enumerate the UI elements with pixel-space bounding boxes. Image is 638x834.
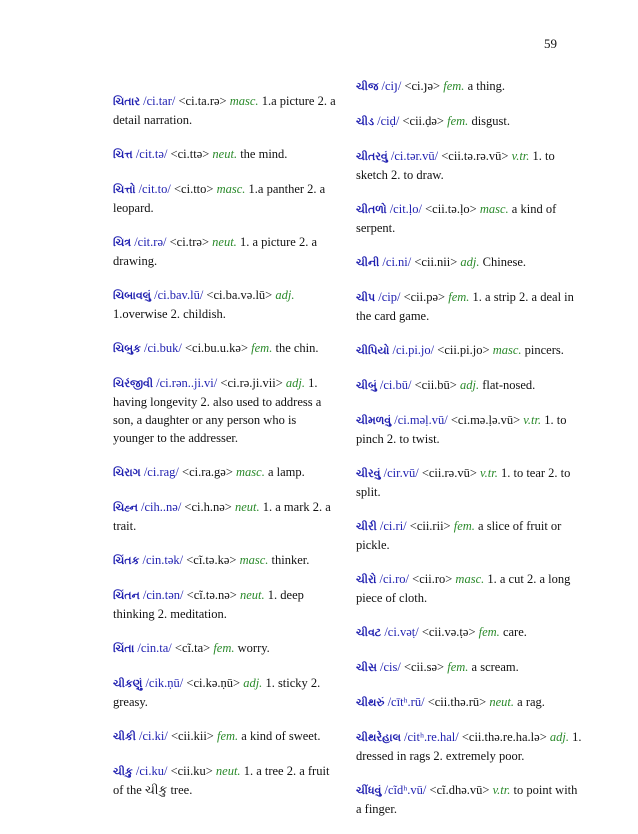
entry-transliteration: /cis/ [379, 660, 401, 674]
dictionary-entry [113, 286, 339, 323]
entry-pronunciation: <cii.tə.ḷo> [425, 202, 477, 216]
entry-transliteration: /cit.rə/ [134, 235, 167, 249]
entry-headword: ચીબું [356, 380, 377, 392]
entry-headword: ચીથરું [356, 697, 385, 709]
entry-pronunciation: <ci.h.nə> [184, 500, 232, 514]
entry-transliteration: /ci.buk/ [144, 341, 182, 355]
entry-grammar: masc. [479, 202, 509, 216]
entry-pronunciation: <cii.ḍə> [402, 114, 444, 128]
dictionary-entry [113, 674, 339, 711]
entry-transliteration: /cĩdʰ.vū/ [384, 783, 427, 797]
entry-definition: Chinese. [482, 255, 527, 269]
entry-grammar: fem. [213, 641, 235, 655]
entry-pronunciation: <cii.thə.rū> [427, 695, 487, 709]
entry-headword: ચીપ [356, 292, 376, 304]
entry-definition: 1. a picture 2. a drawing. [113, 235, 317, 268]
entry-headword: ચીતરવું [356, 151, 388, 163]
entry-headword: ચીવટ [356, 627, 382, 639]
entry-grammar: adj. [285, 376, 305, 390]
entry-headword: ચીંધવું [356, 785, 382, 797]
entry-transliteration: /ci.vəṭ/ [384, 625, 419, 639]
entry-grammar: v.tr. [523, 413, 542, 427]
entry-pronunciation: <cĩ.ta> [174, 641, 211, 655]
entry-transliteration: /cip/ [378, 290, 401, 304]
dictionary-entry [356, 464, 582, 501]
entry-grammar: adj. [549, 730, 569, 744]
dictionary-entry [113, 233, 339, 270]
dictionary-entry [113, 762, 339, 799]
entry-grammar: neut. [212, 147, 238, 161]
entry-pronunciation: <ci.ra.gə> [182, 465, 233, 479]
entry-headword: ચિતાર [113, 96, 140, 108]
entry-definition: a thing. [467, 79, 506, 93]
entry-headword: ચીરવું [356, 468, 381, 480]
entry-definition: pincers. [524, 343, 564, 357]
entry-definition: the chin. [275, 341, 319, 355]
entry-pronunciation: <ci.յə> [404, 79, 441, 93]
entry-transliteration: /ci.ku/ [135, 764, 168, 778]
entry-headword: ચિત્ત [113, 149, 133, 161]
entry-pronunciation: <cĩ.tə.nə> [186, 588, 237, 602]
dictionary-entry [356, 728, 582, 765]
entry-pronunciation: <cii.thə.re.ha.lə> [461, 730, 547, 744]
entry-transliteration: /ci.məḷ.vū/ [394, 413, 448, 427]
entry-definition: 1.a picture 2. a detail narration. [113, 94, 336, 127]
entry-grammar: v.tr. [492, 783, 511, 797]
dictionary-entry [356, 658, 582, 677]
entry-grammar: fem. [478, 625, 500, 639]
entry-grammar: masc. [229, 94, 259, 108]
entry-definition: 1. to pinch 2. to twist. [356, 413, 567, 446]
entry-grammar: v.tr. [511, 149, 530, 163]
entry-grammar: masc. [492, 343, 522, 357]
dictionary-entry [113, 551, 339, 570]
entry-headword: ચીકુ [113, 766, 133, 778]
dictionary-entry [113, 374, 339, 447]
entry-definition: 1. dressed in rags 2. extremely poor. [356, 730, 582, 763]
entry-pronunciation: <cĩ.dhə.vū> [429, 783, 490, 797]
entry-headword: ચિબાવલું [113, 290, 151, 302]
dictionary-entry [356, 147, 582, 184]
entry-grammar: neut. [489, 695, 515, 709]
entry-headword: ચિત્તો [113, 184, 136, 196]
entry-pronunciation: <cii.rə.vū> [421, 466, 477, 480]
entry-definition: disgust. [471, 114, 510, 128]
entry-transliteration: /cit.tə/ [135, 147, 168, 161]
entry-headword: ચિંતન [113, 590, 140, 602]
dictionary-entry [356, 376, 582, 395]
entry-headword: ચીરો [356, 574, 377, 586]
entry-grammar: fem. [216, 729, 239, 743]
entry-pronunciation: <cii.ku> [170, 764, 213, 778]
entry-definition: 1. deep thinking 2. meditation. [113, 588, 304, 621]
entry-grammar: neut. [239, 588, 265, 602]
entry-transliteration: /cik.ṇū/ [145, 676, 184, 690]
dictionary-entry [356, 570, 582, 607]
entry-transliteration: /ci.ro/ [379, 572, 410, 586]
dictionary-entry [113, 463, 339, 482]
entry-pronunciation: <ci.ttə> [170, 147, 210, 161]
entry-transliteration: /ci.ni/ [382, 255, 412, 269]
entry-transliteration: /cit.ḷo/ [389, 202, 422, 216]
dictionary-entry [356, 253, 582, 272]
entry-pronunciation: <cii.bū> [414, 378, 457, 392]
entry-definition: a lamp. [267, 465, 305, 479]
entry-pronunciation: <ci.ta.rə> [178, 94, 227, 108]
entry-definition: flat-nosed. [482, 378, 536, 392]
entry-transliteration: /ciյ/ [381, 79, 402, 93]
entry-grammar: adj. [459, 378, 480, 392]
entry-grammar: masc. [455, 572, 485, 586]
entry-definition: 1.a panther 2. a leopard. [113, 182, 326, 215]
entry-pronunciation: <ci.mə.ḷə.vū> [450, 413, 521, 427]
entry-headword: ચીડ [356, 116, 374, 128]
entry-definition: worry. [237, 641, 270, 655]
entry-headword: ચીતળો [356, 204, 387, 216]
entry-definition: 1. a cut 2. a long piece of cloth. [356, 572, 571, 605]
dictionary-entry [356, 112, 582, 131]
dictionary-entry [356, 341, 582, 360]
entry-pronunciation: <cii.tə.rə.vū> [441, 149, 509, 163]
entry-grammar: neut. [215, 764, 241, 778]
entry-definition: 1. having longevity 2. also used to address a son, a daughter or any person who is younger to the addresser. [113, 376, 322, 445]
left-column [113, 92, 339, 815]
dictionary-entry [113, 498, 339, 535]
right-column [356, 77, 582, 834]
entry-grammar: fem. [448, 290, 470, 304]
entry-definition: care. [502, 625, 527, 639]
entry-transliteration: /cir.vū/ [383, 466, 419, 480]
entry-definition: a slice of fruit or pickle. [356, 519, 562, 552]
entry-pronunciation: <cii.rii> [409, 519, 451, 533]
entry-pronunciation: <cii.kii> [170, 729, 214, 743]
entry-transliteration: /ci.ri/ [379, 519, 407, 533]
entry-definition: 1. to tear 2. to split. [356, 466, 571, 499]
entry-headword: ચિંતા [113, 643, 135, 655]
entry-grammar: v.tr. [480, 466, 498, 480]
entry-headword: ચિરંજીવી [113, 378, 154, 390]
entry-pronunciation: <cĩ.tə.kə> [186, 553, 237, 567]
dictionary-entry [356, 411, 582, 448]
entry-grammar: masc. [216, 182, 246, 196]
entry-pronunciation: <cii.ro> [412, 572, 453, 586]
entry-transliteration: /cin.tək/ [142, 553, 184, 567]
dictionary-entry [356, 288, 582, 325]
entry-transliteration: /ci.rag/ [143, 465, 179, 479]
entry-definition: 1. sticky 2. greasy. [113, 676, 321, 709]
entry-definition: a scream. [471, 660, 519, 674]
dictionary-entry [113, 92, 339, 129]
entry-pronunciation: <cii.sə> [403, 660, 445, 674]
entry-definition: 1. a mark 2. a trait. [113, 500, 331, 533]
dictionary-entry [113, 145, 339, 164]
entry-transliteration: /ci.tar/ [143, 94, 176, 108]
entry-headword: ચિબુક [113, 343, 141, 355]
entry-transliteration: /ci.bū/ [379, 378, 412, 392]
entry-transliteration: /ci.pi.jo/ [392, 343, 435, 357]
entry-pronunciation: <ci.ba.və.lū> [206, 288, 273, 302]
entry-pronunciation: <cii.və.ṭə> [421, 625, 476, 639]
entry-definition: the mind. [240, 147, 288, 161]
entry-grammar: fem. [447, 114, 469, 128]
dictionary-entry [356, 517, 582, 554]
entry-pronunciation: <ci.trə> [169, 235, 210, 249]
entry-transliteration: /ci.bav.lū/ [154, 288, 204, 302]
entry-transliteration: /ci.rən..ji.vi/ [156, 376, 218, 390]
entry-grammar: adj. [460, 255, 480, 269]
entry-headword: ચીકણું [113, 678, 143, 690]
entry-headword: ચીસ [356, 662, 377, 674]
entry-definition: to point with a finger. [356, 783, 578, 816]
entry-definition: a kind of serpent. [356, 202, 557, 235]
entry-transliteration: /cih..nə/ [141, 500, 182, 514]
entry-pronunciation: <cii.pə> [403, 290, 446, 304]
entry-headword: ચીપિયો [356, 345, 390, 357]
entry-pronunciation: <ci.rə.ji.vii> [220, 376, 283, 390]
entry-pronunciation: <ci.tto> [174, 182, 214, 196]
entry-grammar: adj. [243, 676, 263, 690]
entry-grammar: fem. [443, 79, 465, 93]
entry-transliteration: /ciḍ/ [377, 114, 400, 128]
dictionary-entry [356, 200, 582, 237]
entry-grammar: fem. [447, 660, 469, 674]
entry-definition: 1. a tree 2. a fruit of the ચીકુ tree. [113, 764, 330, 797]
entry-grammar: fem. [251, 341, 273, 355]
entry-transliteration: /ci.ki/ [138, 729, 168, 743]
entry-headword: ચિરાગ [113, 467, 141, 479]
entry-grammar: neut. [212, 235, 237, 249]
entry-grammar: masc. [236, 465, 265, 479]
entry-transliteration: /ci.tər.vū/ [390, 149, 439, 163]
entry-definition: 1.overwise 2. childish. [113, 307, 226, 321]
dictionary-entry [113, 180, 339, 217]
dictionary-entry [113, 586, 339, 623]
entry-definition: thinker. [271, 553, 310, 567]
entry-definition: 1. to sketch 2. to draw. [356, 149, 555, 182]
entry-headword: ચીથરેહાલ [356, 732, 401, 744]
entry-headword: ચીરી [356, 521, 377, 533]
dictionary-entry [113, 639, 339, 658]
entry-definition: a rag. [517, 695, 545, 709]
entry-grammar: fem. [453, 519, 475, 533]
dictionary-entry [113, 339, 339, 358]
entry-transliteration: /citʰ.re.hal/ [404, 730, 459, 744]
entry-transliteration: /cītʰ.rū/ [387, 695, 425, 709]
entry-definition: 1. a strip 2. a deal in the card game. [356, 290, 574, 323]
entry-grammar: adj. [275, 288, 295, 302]
entry-pronunciation: <ci.bu.u.kə> [184, 341, 249, 355]
entry-pronunciation: <ci.kə.ṇū> [186, 676, 241, 690]
entry-transliteration: /cin.ta/ [137, 641, 172, 655]
entry-pronunciation: <cii.nii> [414, 255, 458, 269]
entry-headword: ચીકી [113, 731, 136, 743]
dictionary-entry [356, 623, 582, 642]
dictionary-entry [356, 693, 582, 712]
dictionary-entry [356, 77, 582, 96]
entry-transliteration: /cin.tən/ [142, 588, 184, 602]
entry-headword: ચીમળવું [356, 415, 392, 427]
page-number: 59 [544, 36, 557, 51]
entry-headword: ચીની [356, 257, 380, 269]
entry-headword: ચિત્ર [113, 237, 132, 249]
entry-grammar: masc. [239, 553, 269, 567]
entry-pronunciation: <cii.pi.jo> [437, 343, 490, 357]
dictionary-entry [113, 727, 339, 746]
entry-grammar: neut. [234, 500, 260, 514]
entry-headword: ચીજ [356, 81, 379, 93]
entry-headword: ચિહ્ન [113, 502, 138, 514]
dictionary-entry [356, 781, 582, 818]
entry-transliteration: /cit.to/ [138, 182, 171, 196]
entry-definition: a kind of sweet. [241, 729, 321, 743]
entry-headword: ચિંતક [113, 555, 140, 567]
